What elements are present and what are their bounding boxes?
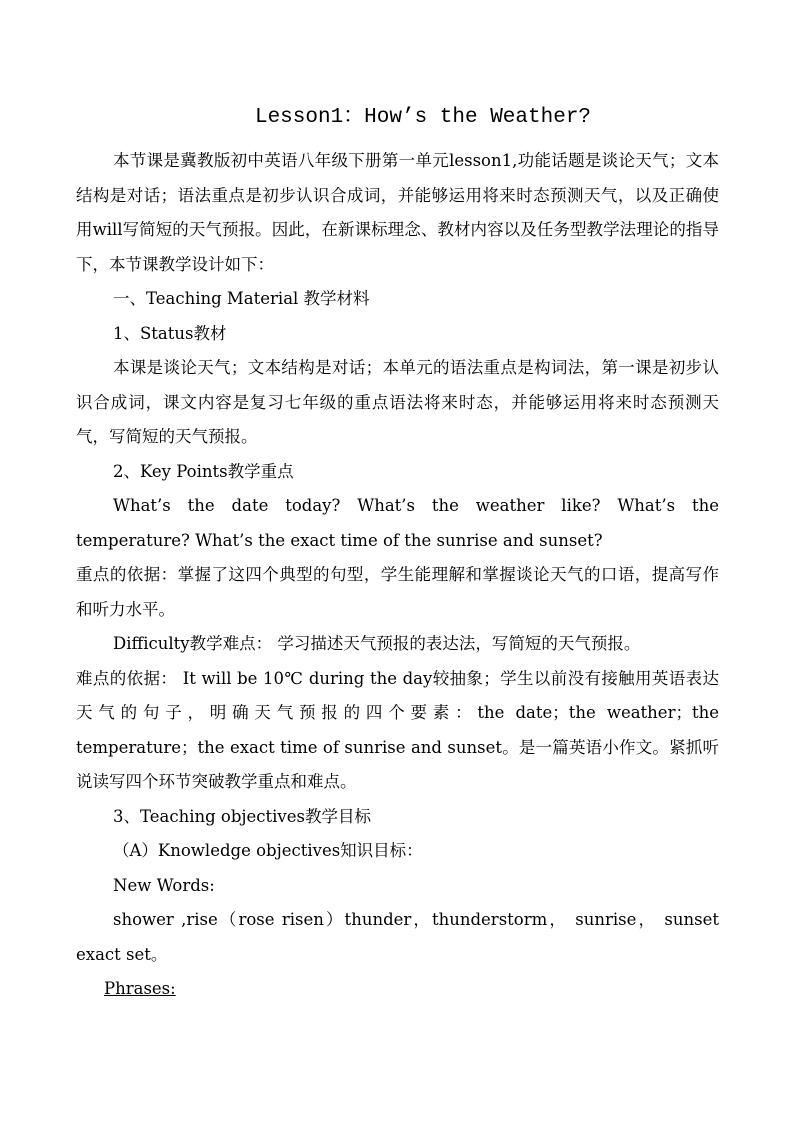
- document-title: Lesson1：How’s the Weather?: [254, 106, 592, 129]
- subheading-status: 1、Status教材: [113, 323, 227, 343]
- subheading-knowledge-objectives: （A）Knowledge objectives知识目标：: [113, 841, 423, 860]
- subheading-key-points: 2、Key Points教学重点: [113, 461, 294, 481]
- difficulty-paragraph: Difficulty教学难点： 学习描述天气预报的表达法，写简短的天气预报。: [113, 634, 641, 653]
- key-points-basis: 重点的依据：掌握了这四个典型的句型，学生能理解和掌握谈论天气的口语，提高写作和听力水平。: [76, 565, 719, 619]
- new-words-line-2: exact set。: [76, 944, 168, 964]
- status-paragraph: 本课是谈论天气；文本结构是对话；本单元的语法重点是构词法，第一课是初步认识合成词，课文内容是复习七年级的重点语法将来时态，并能够运用将来时态预测天气，写简短的天气预报。: [76, 358, 719, 446]
- phrases-label-line: [76, 972, 719, 1007]
- phrases-label: Phrases:: [104, 979, 176, 998]
- key-questions-line-2: temperature? What’s the exact time of the sunrise and sunset?: [76, 530, 603, 550]
- new-words-label: New Words:: [113, 875, 215, 895]
- document-body: [76, 144, 719, 1007]
- difficulty-basis: 难点的依据： It will be 10℃ during the day较抽象；学生以前没有接触用英语表达天气的句子，明确天气预报的四个要素：the date；the weather；the temperature；the exact time of sunrise and sunset。是一篇英语小作文。紧抓听说读写四个环节突破教学重点和难点。: [76, 668, 719, 791]
- new-words-line-1: shower ,rise（rose risen）thunder，thunderstorm， sunrise， sunset: [113, 910, 719, 929]
- subheading-objectives: 3、Teaching objectives教学目标: [113, 806, 371, 826]
- intro-paragraph: 本节课是冀教版初中英语八年级下册第一单元lesson1,功能话题是谈论天气；文本结构是对话；语法重点是初步认识合成词，并能够运用将来时态预测天气，以及正确使用will写简短的天气预报。因此，在新课标理念、教材内容以及任务型教学法理论的指导下，本节课教学设计如下：: [76, 151, 719, 274]
- section-heading-teaching-material: 一、Teaching Material 教学材料: [113, 289, 370, 308]
- key-questions-line-1: What’s the date today? What’s the weather like? What’s the: [113, 496, 719, 515]
